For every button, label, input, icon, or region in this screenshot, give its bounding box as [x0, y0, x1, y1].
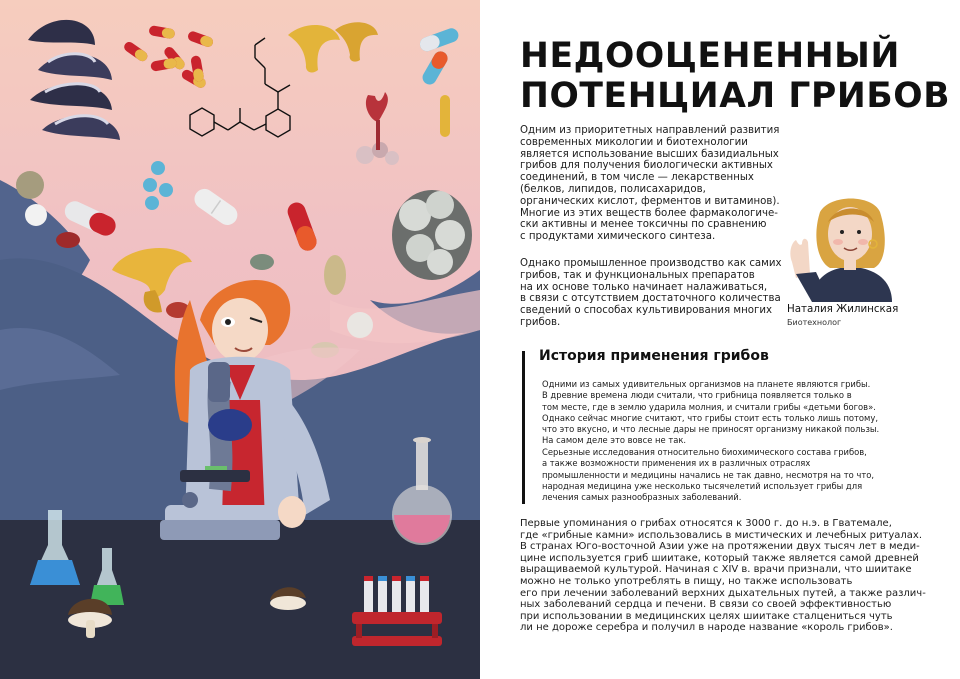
history-heading: История применения грибов	[539, 348, 769, 364]
text-line: а также возможности применения их в различных отраслях	[542, 458, 811, 469]
text-line: ли не дороже серебра и получил в народе название «король грибов».	[520, 622, 893, 634]
pill-icon	[347, 312, 373, 338]
history-sidebar	[522, 348, 910, 504]
text-line: Однако промышленное производство как самих	[520, 258, 782, 269]
title-line: ПОТЕНЦИАЛ ГРИБОВ	[520, 76, 951, 116]
text-line: органических кислот, ферментов и витаминов).	[520, 195, 780, 207]
text-line: Многие из этих веществ более фармакологиче-	[520, 207, 778, 219]
pill-icon	[250, 254, 274, 270]
intro-paragraph-1	[520, 125, 780, 243]
text-line: Серьезные исследования относительно биохимического состава грибов,	[542, 447, 867, 457]
text-line: при использовании в медицинских целях шиитаке сталцениться чуть	[520, 610, 893, 622]
text-line: современных микологии и биотехнологии	[520, 136, 748, 148]
text-line: том месте, где в землю ударила молния, и считали грибы «детьми богов».	[542, 401, 876, 412]
text-line: где «грибные камни» использовались в мистических и лечебных ритуалах.	[520, 529, 922, 541]
text-line: является использование высших базидиальных	[520, 148, 779, 160]
text-line: (белков, липидов, полисахаридов,	[520, 183, 706, 195]
text-line: Одним из приоритетных направлений развития	[520, 125, 780, 136]
history-body-paragraph	[520, 518, 926, 634]
text-line: цине используется гриб шиитаке, который также является самой древней	[520, 552, 919, 564]
history-paragraph-2	[542, 447, 874, 503]
text-line: Первые упоминания о грибах относятся к 3000 г. до н.э. в Гватемале,	[520, 518, 892, 529]
text-line: В древние времена люди считали, что грибница появляется только в	[542, 390, 852, 401]
text-line: грибов.	[520, 316, 561, 328]
text-line: промышленности и медицины начались не так давно, несмотря на то что,	[542, 469, 874, 480]
pill-icon	[25, 204, 47, 226]
pill-icon	[16, 171, 44, 199]
expert-name: Наталия Жилинская	[787, 303, 899, 315]
text-line: лечения самых разнообразных заболеваний.	[542, 492, 742, 503]
text-line: В странах Юго-восточной Азии уже на протяжении двух тысяч лет в меди-	[520, 541, 920, 553]
article-page	[480, 0, 960, 679]
text-line: его при лечении заболеваний верхних дыхательных путей, а также различ-	[520, 587, 926, 599]
text-line: грибов для получения биологически активных	[520, 160, 773, 172]
text-line: на их основе только начинает налаживаться,	[520, 281, 768, 293]
text-line: На самом деле это вовсе не так.	[542, 435, 687, 446]
text-line: в связи с отсутствием достаточного количества	[520, 293, 781, 305]
text-line: можно не только употреблять в пищу, но также использовать	[520, 575, 853, 587]
text-line: с продуктами химического синтеза.	[520, 231, 716, 243]
intro-paragraph-2	[520, 258, 782, 329]
text-line: сведений о способах культивирования многих	[520, 305, 772, 317]
text-line: что это вкусно, и что лесные дары не приносят организму никакой пользы.	[542, 424, 880, 435]
text-line: народная медицина уже несколько тысячелетий использует грибы для	[542, 480, 863, 491]
oyster-mushroom-icon	[392, 190, 472, 280]
text-line: ных заболеваний сердца и печени. В связи со своей эффективностью	[520, 599, 892, 611]
portrait-illustration	[782, 182, 904, 302]
text-line: соединений, в том числе — лекарственных	[520, 172, 754, 184]
text-line: грибов, так и функциональных препаратов	[520, 269, 755, 281]
text-line: выращиваемой культурой. Начиная с XIV в. врачи признали, что шиитаке	[520, 564, 912, 576]
text-line: Одними из самых удивительных организмов на планете являются грибы.	[542, 379, 871, 389]
text-line: ски активны и менее токсичны по сравнению	[520, 219, 767, 231]
pill-icon	[324, 255, 346, 295]
text-line: Однако сейчас многие считают, что грибы стоит есть только лишь потому,	[542, 412, 878, 423]
expert-role: Биотехнолог	[787, 318, 842, 327]
pill-icon	[56, 232, 80, 248]
title-line: НЕДООЦЕНЕННЫЙ	[520, 36, 901, 76]
article-title	[520, 36, 951, 116]
history-paragraph-1	[542, 379, 879, 447]
